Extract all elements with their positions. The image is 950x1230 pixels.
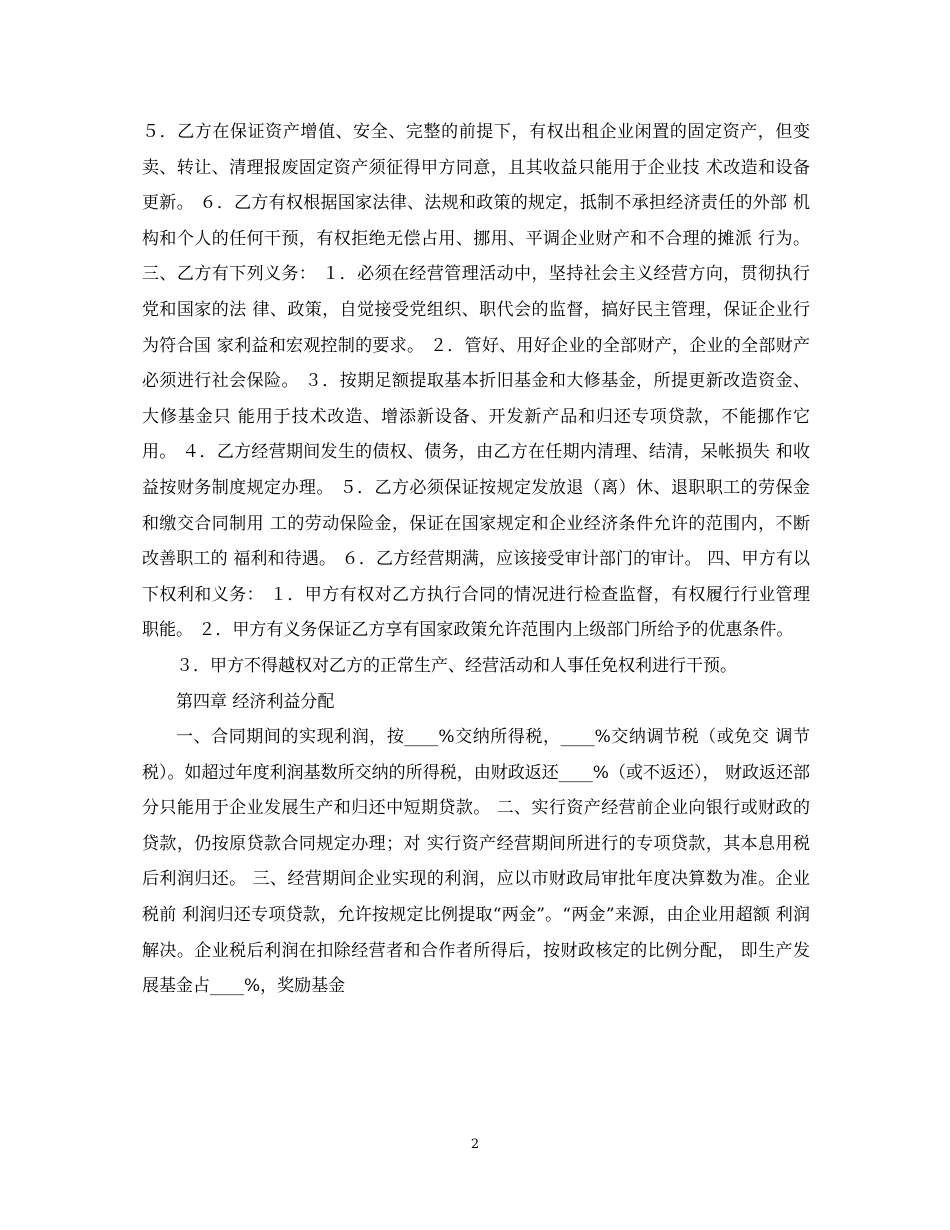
chapter-heading: 第四章 经济利益分配 bbox=[176, 691, 335, 712]
paragraph-profit-distribution: 一、合同期间的实现利润，按____%交纳所得税，____%交纳调节税（或免交 调节税）。如超过年度利润基数所交纳的所得税，由财政返还____%（或不返还）， 财政返还部分只能用于企业发展生产和归还中短期贷款。 二、实行资产经营前企业向银行或财政的贷款，仍按原贷款合同规定办理；对 实行资产经营期间所进行的专项贷款，其本息用税后利润归还。 三、经营期间企业实现的利润，应以市财政局审批年度决算数为准。企业税前 利润归还专项贷款，允许按规定比例提取“两金”。“两金”来源，由企业用超额 利润解决。企业税后利润在扣除经营者和合作者所得后，按财政核定的比例分配， 即生产发展基金占____%，奖励基金 bbox=[142, 727, 810, 997]
page-number: 2 bbox=[470, 1137, 480, 1152]
document-body bbox=[142, 115, 810, 1005]
paragraph-rights-and-obligations: ５．乙方在保证资产增值、安全、完整的前提下，有权出租企业闲置的固定资产，但变卖、转让、清理报废固定资产须征得甲方同意，且其收益只能用于企业技 术改造和设备更新。 ６．乙方有权根据国家法律、法规和政策的规定，抵制不承担经济责任的外部 机构和个人的任何干预，有权拒绝无偿占用、挪用、平调企业财产和不合理的摊派 行为。 三、乙方有下列义务： １．必须在经营管理活动中，坚持社会主义经营方向，贯彻执行党和国家的法 律、政策，自觉接受党组织、职代会的监督，搞好民主管理，保证企业行为符合国 家利益和宏观控制的要求。 ２．管好、用好企业的全部财产，企业的全部财产必须进行社会保险。 ３．按期足额提取基本折旧基金和大修基金，所提更新改造资金、大修基金只 能用于技术改造、增添新设备、开发新产品和归还专项贷款，不能挪作它用。 ４．乙方经营期间发生的债权、债务，由乙方在任期内清理、结清，呆帐损失 和收益按财务制度规定办理。 ５．乙方必须保证按规定发放退（离）休、退职职工的劳保金和缴交合同制用 工的劳动保险金，保证在国家规定和企业经济条件允许的范围内，不断改善职工的 福利和待遇。 ６．乙方经营期满，应该接受审计部门的审计。 四、甲方有以下权利和义务： １．甲方有权对乙方执行合同的情况进行检查监督，有权履行行业管理职能。 ２．甲方有义务保证乙方享有国家政策允许范围内上级部门所给予的优惠条件。 bbox=[142, 122, 810, 641]
paragraph-no-interference: ３．甲方不得越权对乙方的正常生产、经营活动和人事任免权利进行干预。 bbox=[176, 655, 737, 676]
